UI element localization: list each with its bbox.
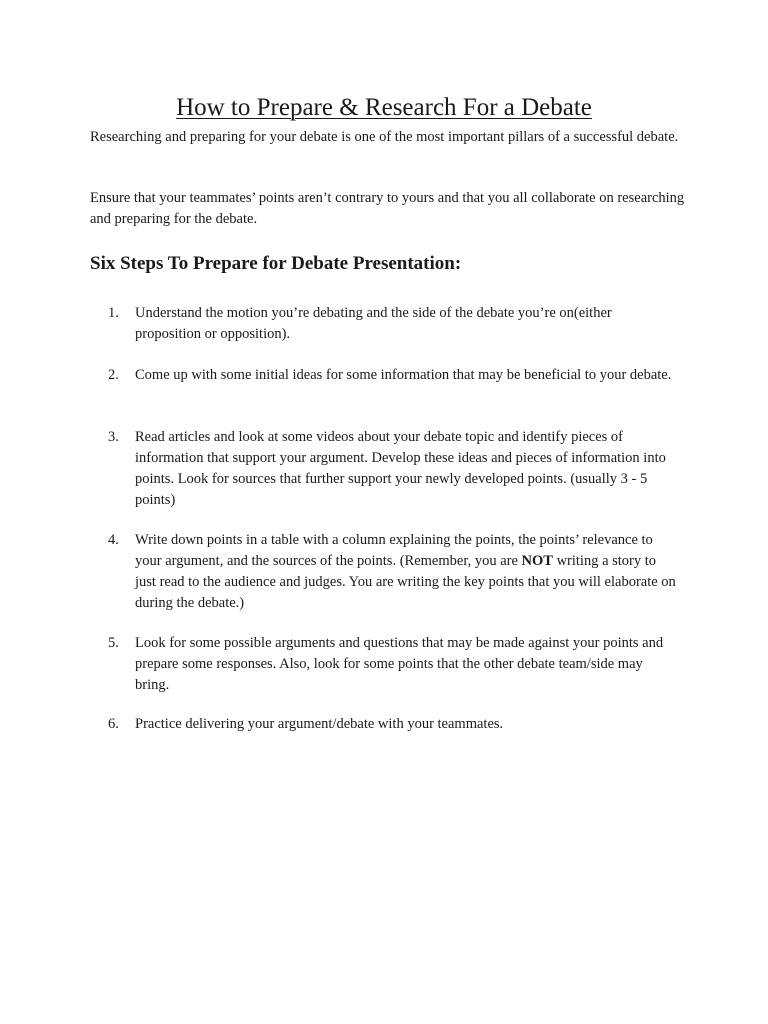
step-text xyxy=(135,530,680,614)
step-text: Understand the motion you’re debating and the side of the debate you’re on(either proposition or opposition). xyxy=(135,305,612,342)
page-title: How to Prepare & Research For a Debate xyxy=(176,94,592,121)
step-number: 2. xyxy=(108,367,119,383)
step-number: 3. xyxy=(108,429,119,445)
step-text: Come up with some initial ideas for some information that may be beneficial to your debate. xyxy=(135,367,672,383)
emphasis-not: NOT xyxy=(521,553,553,569)
step-text-after: writing a story to just read to the audience and judges. You are writing the key points that you will elaborate on during the debate.) xyxy=(135,553,676,611)
step-text: Read articles and look at some videos about your debate topic and identify pieces of information that support your argument. Develop these ideas and pieces of information into points. Look for sources that further support your newly developed points. (usually 3 - 5 points) xyxy=(135,429,666,508)
intro-paragraph-1: Researching and preparing for your debate is one of the most important pillars of a successful debate. xyxy=(90,129,679,145)
step-number: 6. xyxy=(108,716,119,732)
step-number: 1. xyxy=(108,305,119,321)
step-text: Practice delivering your argument/debate with your teammates. xyxy=(135,716,504,732)
intro-paragraph-2: Ensure that your teammates’ points aren’t contrary to yours and that you all collaborate on researching and preparing for the debate. xyxy=(90,190,685,227)
section-heading: Six Steps To Prepare for Debate Presentation: xyxy=(90,253,462,274)
step-number: 5. xyxy=(108,635,119,651)
step-text: Look for some possible arguments and questions that may be made against your points and prepare some responses. Also, look for some points that the other debate team/side may bring. xyxy=(135,635,664,693)
step-text-before: Write down points in a table with a column explaining the points, the points’ relevance to your argument, and the sources of the points. (Remember, you are xyxy=(135,532,653,569)
step-number: 4. xyxy=(108,532,119,548)
